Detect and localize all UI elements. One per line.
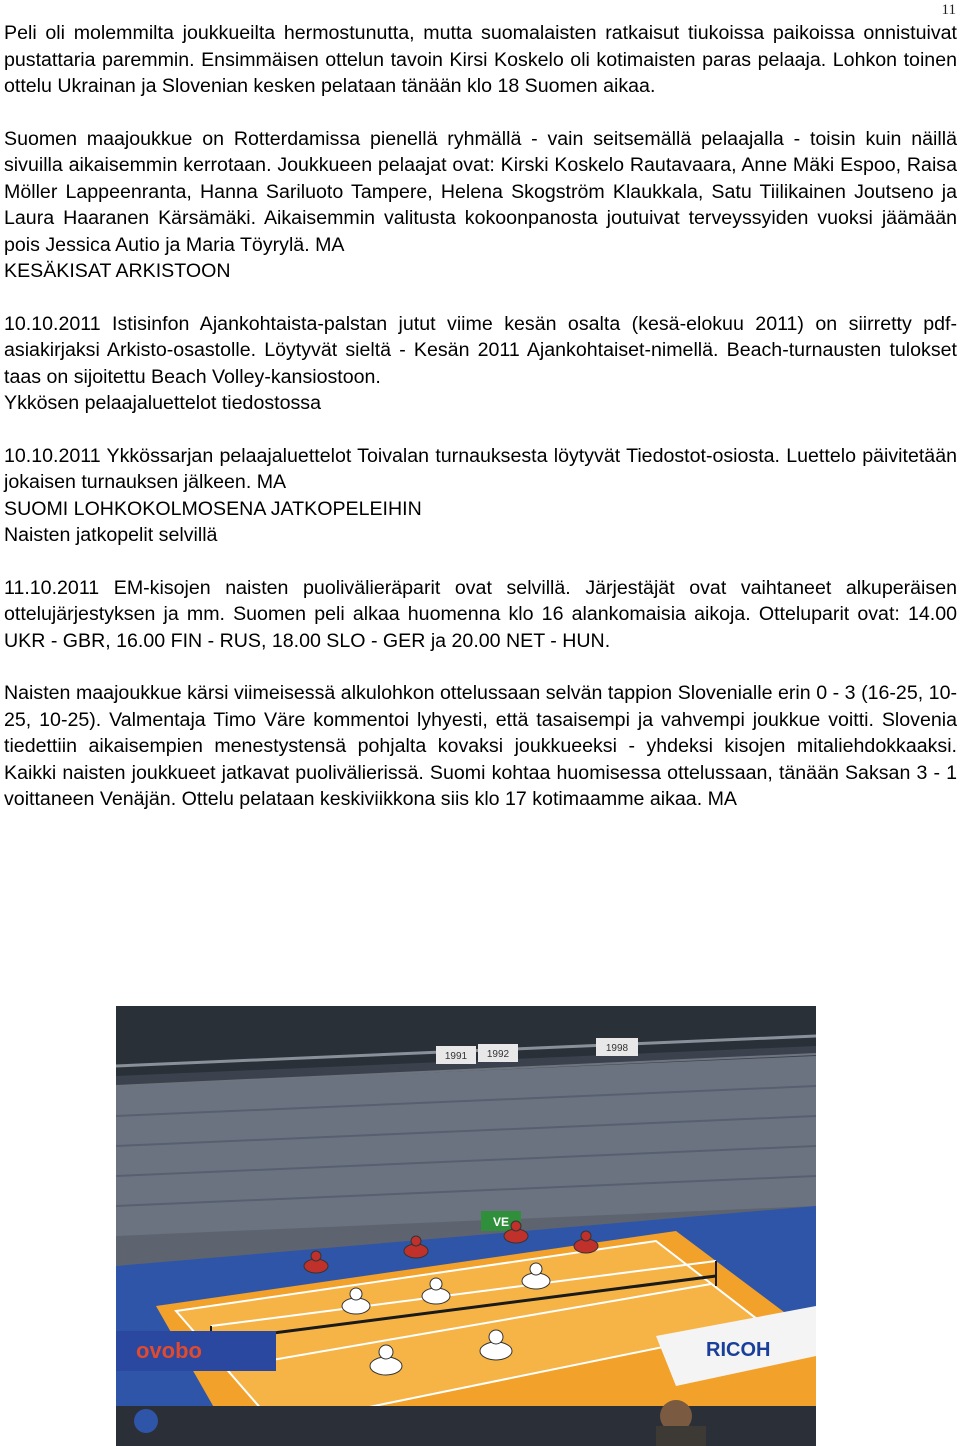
ad-text-3: VE [492, 1215, 510, 1229]
subheading-quarterfinals: Naisten jatkopelit selvillä [4, 524, 218, 546]
paragraph-quarterfinal-pairs: 11.10.2011 EM-kisojen naisten puolivälieräparit ovat selvillä. Järjestäjät ovat vaihtaneet alkuperäisen ottelujärjestyksen ja mm. Suomen peli alkaa huomenna klo 16 alankomaisia aikoja. Otteluparit ovat: 14.00 UKR - GBR, 16.00 FIN - RUS, 18.00 SLO - GER ja 20.00 NET - HUN. [4, 576, 957, 652]
sitting-volleyball-arena-photo [116, 1006, 816, 1446]
paragraph-slovenia-loss: Naisten maajoukkue kärsi viimeisessä alkulohkon ottelussaan selvän tappion Slovenialle erin 0 - 3 (16-25, 10-25, 10-25). Valmentaja Timo Väre kommentoi lyhyesti, että tasaisempi ja vahvempi joukkue voitti. Slovenia tiedettiin aikaisempien menestystensä pohjalta kovaksi joukkueeksi - yhdeksi kisojen mitaliehdokkaaksi. Kaikki naisten joukkueet jatkavat puolivälierissä. Suomi kohtaa huomisessa ottelussaan, tänään Saksan 3 - 1 voittaneen Venäjän. Ottelu pelataan keskiviikkona siis klo 17 kotimaamme aikaa. MA [4, 682, 957, 810]
page-number: 11 [941, 2, 956, 18]
banner-text-3: 1998 [605, 1043, 629, 1054]
banner-text-2: 1992 [486, 1049, 510, 1060]
ad-text-2: RICOH [706, 1339, 771, 1361]
paragraph-player-lists: 10.10.2011 Ykkössarjan pelaajaluettelot Toivalan turnauksesta löytyvät Tiedostot-osiosta. Luettelo päivitetään jokaisen turnauksen jälkeen. MA [4, 444, 957, 493]
paragraph-match-report: Peli oli molemmilta joukkueilta hermostunutta, mutta suomalaisten ratkaisut tiukoissa paikoissa onnistuivat pustattaria paremmin. Ensimmäisen ottelun tavoin Kirsi Koskelo oli kotimaisten paras pelaaja. Lohkon toinen ottelu Ukrainan ja Slovenian kesken pelataan tänään klo 18 Suomen aikaa. [4, 22, 957, 97]
heading-player-lists: Ykkösen pelaajaluettelot tiedostossa [4, 392, 321, 414]
ad-text-1: ovobo [136, 1338, 202, 1363]
paragraph-team-roster: Suomen maajoukkue on Rotterdamissa pienellä ryhmällä - vain seitsemällä pelaajalla - toisin kuin näillä sivuilla aikaisemmin kerrotaan. Joukkueen pelaajat ovat: Kirski Koskelo Rautavaara, Anne Mäki Espoo, Raisa Möller Lappeenranta, Hanna Sariluoto Tampere, Helena Skogström Klaukkala, Satu Tiilikainen Joutseno ja Laura Haaranen Kärsämäki. Aikaisemmin valitusta kokoonpanosta joutuivat terveyssyiden vuoksi jäämään pois Jessica Autio ja Maria Töyrylä. MA [4, 127, 957, 256]
paragraph-archive-note: 10.10.2011 Istisinfon Ajankohtaista-palstan jutut viime kesän osalta (kesä-elokuu 2011) on siirretty pdf-asiakirjaksi Arkisto-osastolle. Löytyvät sieltä - Kesän 2011 Ajankohtaiset-nimellä. Beach-turnausten tulokset taas on sijoitettu Beach Volley-kansiostoon. [4, 312, 957, 388]
heading-summer-archive: KESÄKISAT ARKISTOON [4, 260, 231, 282]
heading-finland-third: SUOMI LOHKOKOLMOSENA JATKOPELEIHIN [4, 497, 422, 520]
article-body [4, 20, 957, 813]
banner-text-1: 1991 [444, 1051, 468, 1062]
